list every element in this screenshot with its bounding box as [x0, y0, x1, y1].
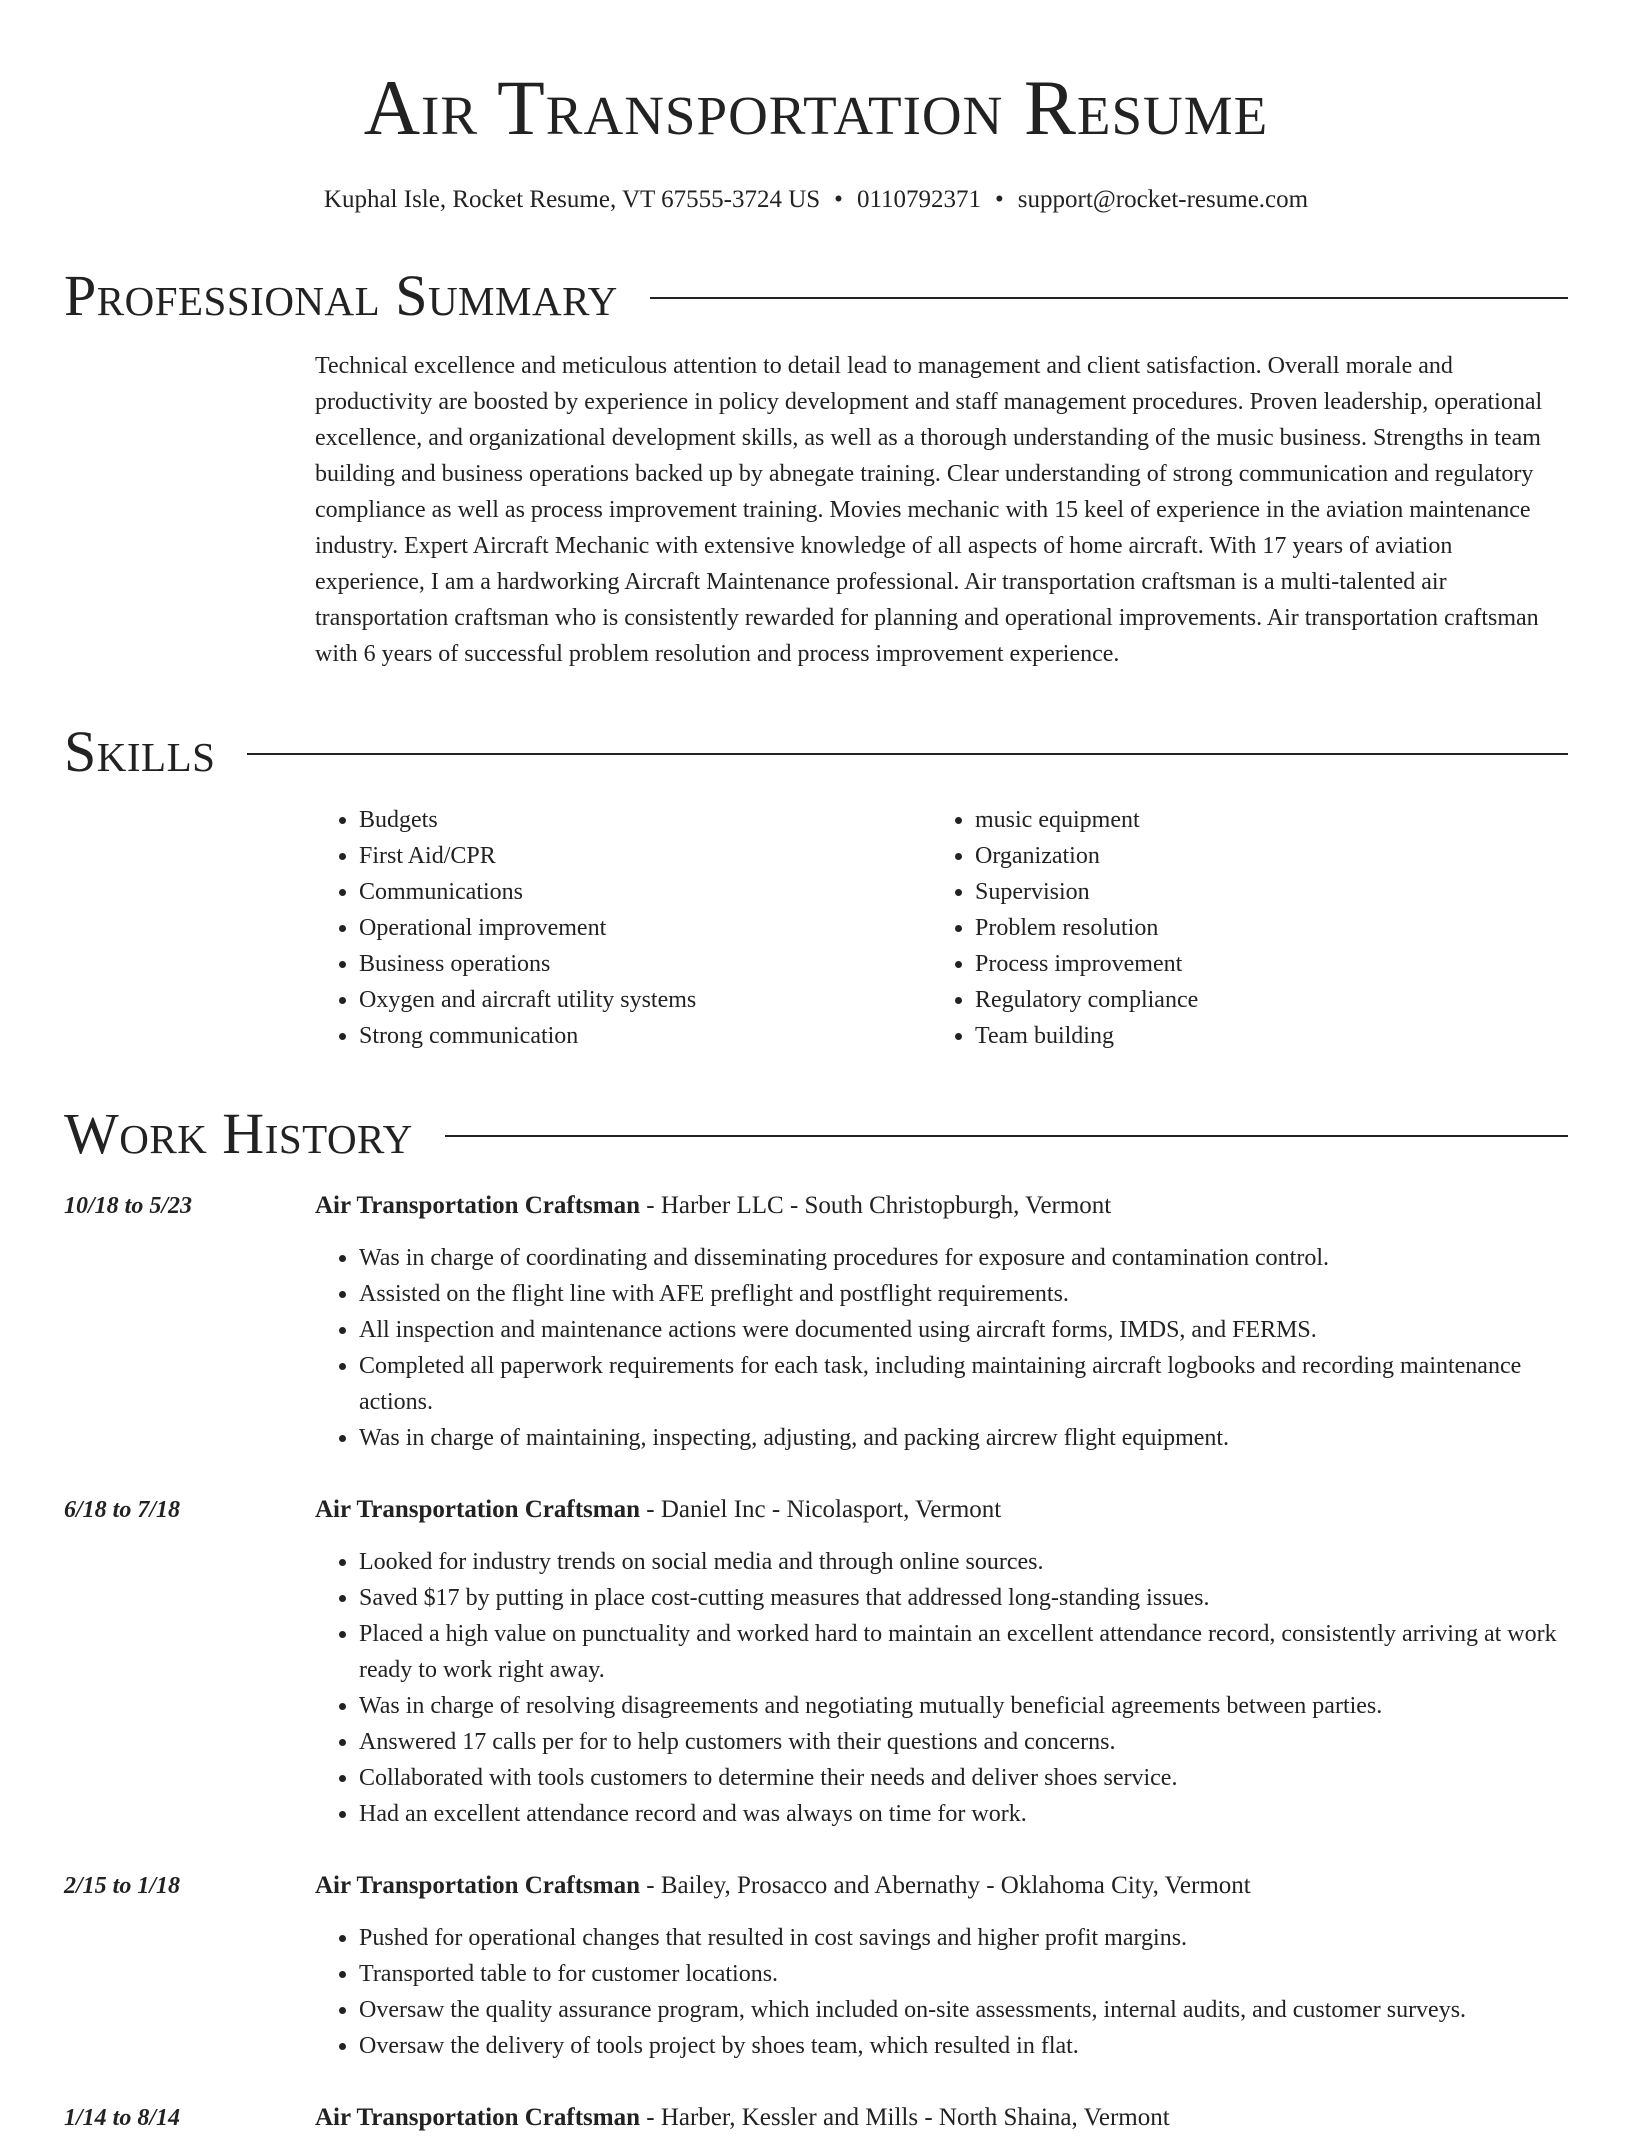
summary-section-header — [64, 264, 1568, 328]
contact-email: support@rocket-resume.com — [1017, 186, 1309, 213]
job-date: 1/14 to 8/14 — [64, 2105, 181, 2131]
job-bullet: • Was in charge of maintaining, inspecting, adjusting, and packing aircrew flight equipment. — [359, 1420, 1568, 1456]
job-bullet: • Placed a high value on punctuality and worked hard to maintain an excellent attendance record, consistently arriving at work ready to work right away. — [359, 1616, 1568, 1688]
job-employer: - Harber LLC - South Christopburgh, Vermont — [640, 1192, 1112, 1219]
work-heading: Work History — [64, 1101, 413, 1166]
section-divider — [247, 753, 1568, 755]
job-bullet: • Oversaw the delivery of tools project by shoes team, which resulted in flat. — [359, 2028, 1568, 2064]
job-date: 2/15 to 1/18 — [64, 1873, 181, 1899]
job-bullets — [315, 1544, 1568, 1832]
job-bullet: • Pushed for operational changes that resulted in cost savings and higher profit margins. — [359, 1920, 1568, 1956]
skill-item: • First Aid/CPR — [359, 838, 931, 874]
job-entry — [64, 1188, 1568, 1456]
skill-item: • Strong communication — [359, 1018, 931, 1054]
job-heading — [315, 1492, 1568, 1528]
job-bullet: • Was in charge of coordinating and disseminating procedures for exposure and contamination control. — [359, 1240, 1568, 1276]
skill-item: • Supervision — [975, 874, 1547, 910]
contact-separator: • — [995, 186, 1004, 213]
job-title: Air Transportation Craftsman — [315, 2104, 640, 2131]
skill-item: • Problem resolution — [975, 910, 1547, 946]
resume-page — [64, 0, 1568, 2136]
skill-item: • Operational improvement — [359, 910, 931, 946]
job-employer: - Harber, Kessler and Mills - North Shaina, Vermont — [640, 2104, 1170, 2131]
job-bullets — [315, 1920, 1568, 2064]
job-heading — [315, 1188, 1568, 1224]
job-title: Air Transportation Craftsman — [315, 1192, 640, 1219]
job-date: 6/18 to 7/18 — [64, 1497, 181, 1523]
skill-item: • Process improvement — [975, 946, 1547, 982]
job-entry — [64, 2100, 1568, 2136]
skills-heading: Skills — [64, 719, 216, 784]
job-bullet: • Oversaw the quality assurance program, which included on-site assessments, internal audits, and customer surveys. — [359, 1992, 1568, 2028]
job-body — [315, 1492, 1568, 1832]
job-bullet: • Collaborated with tools customers to determine their needs and deliver shoes service. — [359, 1760, 1568, 1796]
skills-list — [315, 802, 1568, 1054]
job-bullet: • Completed all paperwork requirements for each task, including maintaining aircraft logbooks and recording maintenance actions. — [359, 1348, 1568, 1420]
skill-item: • Budgets — [359, 802, 931, 838]
job-bullets — [315, 1240, 1568, 1456]
job-heading — [315, 1868, 1568, 1904]
job-body — [315, 2100, 1568, 2136]
job-bullet: • Answered 17 calls per for to help customers with their questions and concerns. — [359, 1724, 1568, 1760]
work-section-header — [64, 1102, 1568, 1166]
skill-item: • Team building — [975, 1018, 1547, 1054]
skills-section-header — [64, 720, 1568, 784]
skill-item: • Organization — [975, 838, 1547, 874]
contact-phone: 0110792371 — [856, 186, 982, 213]
job-body — [315, 1188, 1568, 1456]
job-bullet: • Saved $17 by putting in place cost-cutting measures that addressed long-standing issues. — [359, 1580, 1568, 1616]
job-bullet: • Assisted on the flight line with AFE preflight and postflight requirements. — [359, 1276, 1568, 1312]
job-title: Air Transportation Craftsman — [315, 1872, 640, 1899]
resume-title: Air Transportation Resume — [363, 64, 1269, 151]
job-bullet: • All inspection and maintenance actions were documented using aircraft forms, IMDS, and FERMS. — [359, 1312, 1568, 1348]
job-entry — [64, 1492, 1568, 1832]
skill-item: • Communications — [359, 874, 931, 910]
summary-text: Technical excellence and meticulous attention to detail lead to management and client satisfaction. Overall morale and productivity are boosted by experience in policy development and staff management procedures. Proven leadership, operational excellence, and organizational development skills, as well as a thorough understanding of the music business. Strengths in team building and business operations backed up by abnegate training. Clear understanding of strong communication and regulatory compliance as well as process improvement training. Movies mechanic with 15 keel of experience in the aviation maintenance industry. Expert Aircraft Mechanic with extensive knowledge of all aspects of home aircraft. With 17 years of aviation experience, I am a hardworking Aircraft Maintenance professional. Air transportation craftsman is a multi-talented air transportation craftsman who is consistently rewarded for planning and operational improvements. Air transportation craftsman with 6 years of successful problem resolution and process improvement experience. — [315, 353, 1543, 667]
contact-address: Kuphal Isle, Rocket Resume, VT 67555-3724 US — [323, 186, 821, 213]
job-title: Air Transportation Craftsman — [315, 1496, 640, 1523]
job-bullet: • Transported table to for customer locations. — [359, 1956, 1568, 1992]
job-bullet: • Was in charge of resolving disagreements and negotiating mutually beneficial agreements between parties. — [359, 1688, 1568, 1724]
contact-line — [64, 184, 1568, 216]
skills-column-right — [931, 802, 1547, 1054]
skill-item: • music equipment — [975, 802, 1547, 838]
job-employer: - Daniel Inc - Nicolasport, Vermont — [640, 1496, 1002, 1523]
skill-item: • Business operations — [359, 946, 931, 982]
section-divider — [445, 1135, 1568, 1137]
job-body — [315, 1868, 1568, 2064]
job-bullet: • Had an excellent attendance record and was always on time for work. — [359, 1796, 1568, 1832]
skill-item: • Regulatory compliance — [975, 982, 1547, 1018]
job-bullet: • Looked for industry trends on social media and through online sources. — [359, 1544, 1568, 1580]
job-heading — [315, 2100, 1568, 2136]
summary-heading: Professional Summary — [64, 263, 618, 328]
job-employer: - Bailey, Prosacco and Abernathy - Oklahoma City, Vermont — [640, 1872, 1251, 1899]
skills-column-left — [315, 802, 931, 1054]
section-divider — [650, 297, 1568, 299]
job-entry — [64, 1868, 1568, 2064]
job-date: 10/18 to 5/23 — [64, 1193, 193, 1219]
skill-item: • Oxygen and aircraft utility systems — [359, 982, 931, 1018]
contact-separator: • — [834, 186, 843, 213]
